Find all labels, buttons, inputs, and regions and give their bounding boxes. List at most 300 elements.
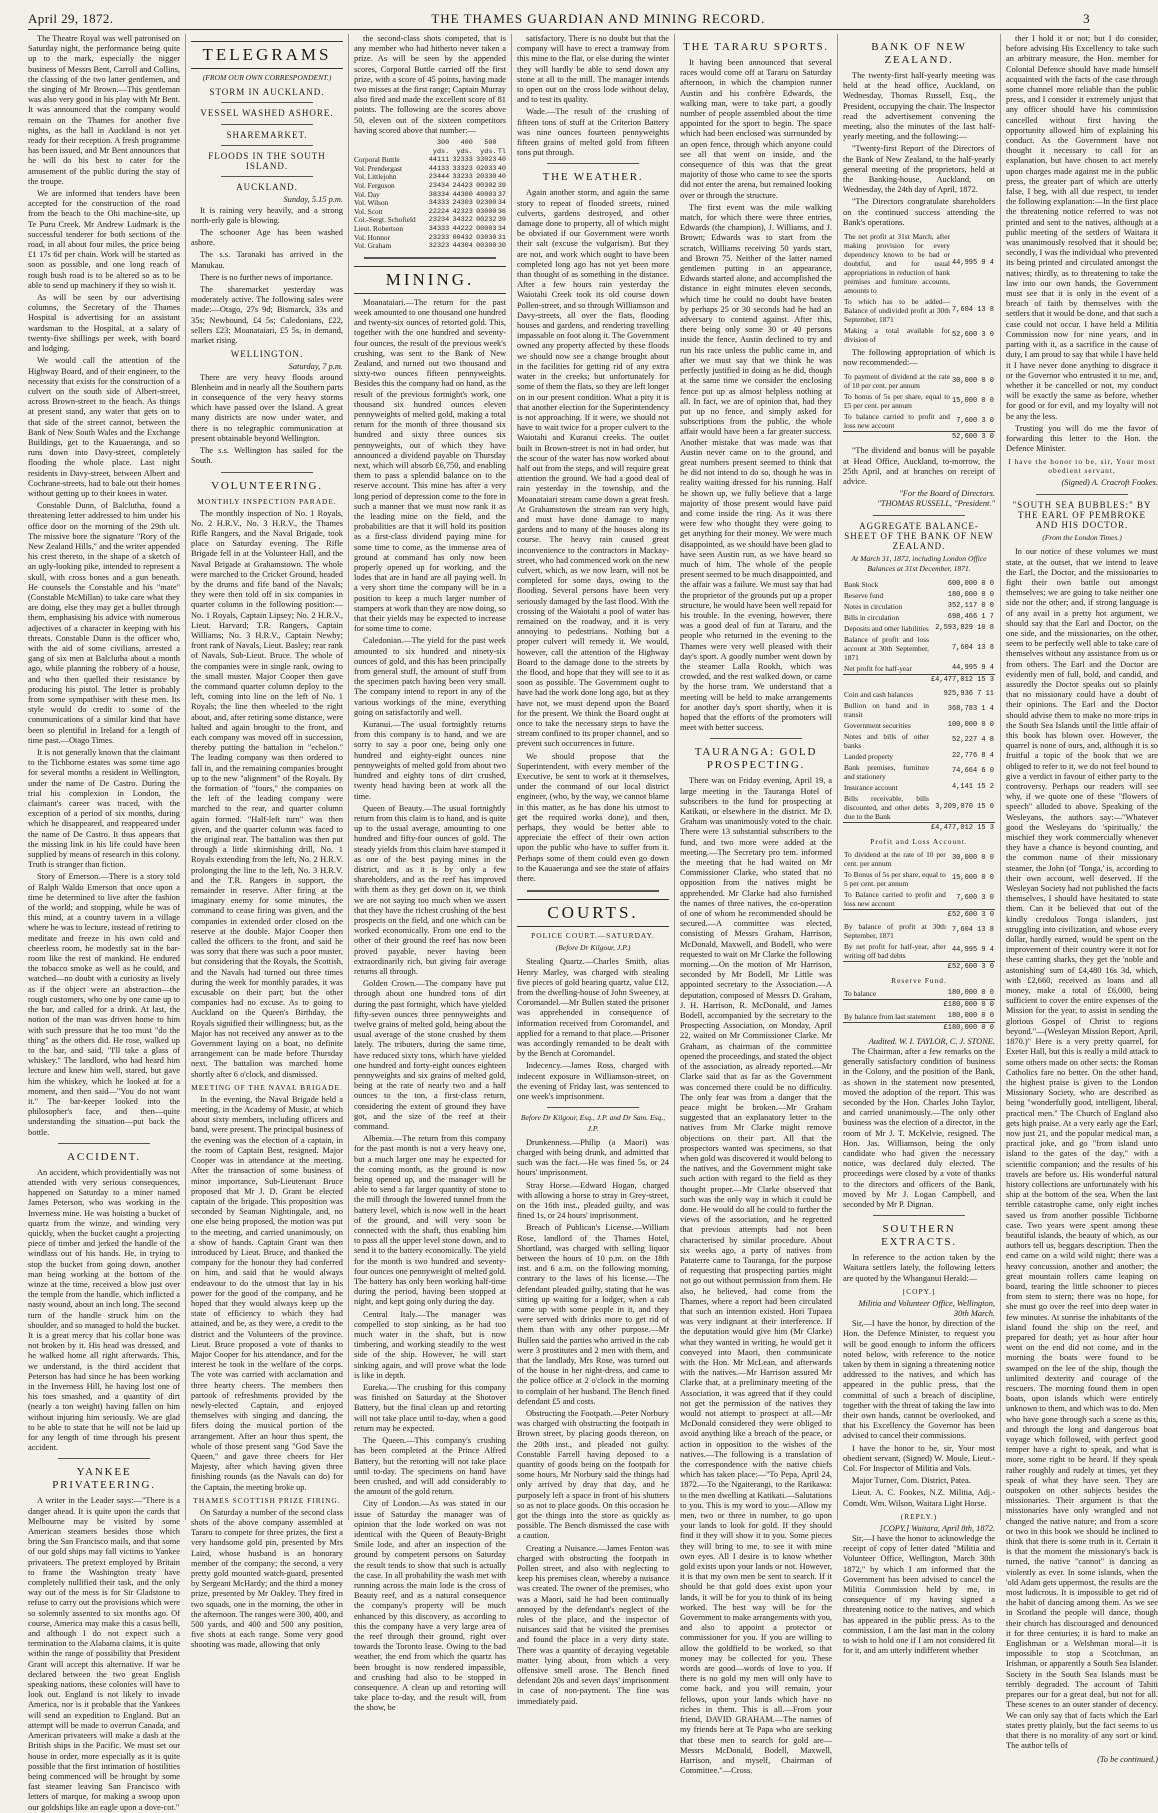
- account-label: Reserve fund: [844, 590, 884, 600]
- divider: [527, 890, 659, 892]
- account-label: To bonus of 5s per share, equal to £5 per cent. per annum: [844, 392, 950, 411]
- score-cell: 34333: [428, 199, 450, 208]
- subheading: (REPLY.): [900, 1511, 938, 1521]
- score-cell: 23444: [428, 173, 450, 182]
- column-5: [680, 34, 838, 1776]
- dateline-auckland: AUCKLAND.: [236, 182, 298, 193]
- account-amount: £4,477,012 15 3: [930, 823, 994, 832]
- signature: (Signed) A. Cracroft Fookes.: [1061, 478, 1158, 488]
- score-cell: 33233: [452, 173, 473, 182]
- column-7: [1006, 34, 1158, 1765]
- account-label: To balance: [844, 988, 877, 998]
- newspaper-title: THE THAMES GUARDIAN AND MINING RECORD.: [431, 11, 766, 26]
- account-amount: 7,604 13 8: [951, 926, 994, 935]
- account-label: By balance of profit at 30th September, 1871: [844, 921, 946, 940]
- article-paragraph: We are informed that tenders have been accepted for the construction of the road from the beach to the Ohi machine-site, up Te Puru Creek. Mr Andrew Ludmark is the successful tenderer for both sections of the road, in all about four miles, the price being £1 17s 6d per chain. Work will be started as soon as possible, and one long reach of rough bush road is to be altered so as to be able to send up machinery if they so wish it.: [28, 189, 180, 290]
- column-2: [191, 34, 349, 1650]
- headline: STORM IN AUCKLAND.: [209, 87, 325, 98]
- divider: [221, 145, 313, 146]
- account-row: [843, 921, 995, 941]
- score-cell: 39: [497, 216, 506, 225]
- account-amount: 7,600 3 0: [956, 416, 994, 425]
- score-cell: 22224: [428, 207, 450, 216]
- account-amount: £52,600 3 0: [947, 910, 994, 919]
- article-paragraph: Obstructing the Footpath.—Peter Norbury was charged with obstructing the footpath in Brown street, by placing goods thereon, on the 20th inst., and pleaded not guilty. Constable Farrell having deposed to a quantity of goods being on the footpath for some hours, Mr Norbury said the things had only arrived by dray that day, and he purposely left a space in front of his shutters so as not to place goods. On this occasion he got the things into the store as quickly as possible. The Bench dismissed the case with a caution.: [517, 1408, 669, 1541]
- account-row: [843, 623, 995, 634]
- score-cell: 23234: [428, 216, 450, 225]
- competitor-name: Vol. Ferguson: [354, 181, 395, 190]
- section-heading-weather: THE WEATHER.: [542, 171, 644, 184]
- account-label: [843, 432, 951, 444]
- competitor-name: [354, 139, 426, 148]
- score-cell: 34: [497, 224, 506, 233]
- account-label: Net profit for half-year: [844, 663, 912, 673]
- page-number: 3: [1083, 11, 1090, 26]
- account-row: [843, 782, 995, 793]
- account-row: [843, 325, 995, 345]
- profit-loss-table: [843, 849, 995, 973]
- article-paragraph: An accident, which providentially was not attended with very serious consequences, happened on Saturday to a miner named James Peterson, who was working in the Inverness mine. He was hoisting a bucket of quartz from the winze, and winding very quickly, when the bucket caught a projecting piece of timber and jerked the handle of the windlass out of his hands. He, in trying to stop the bucket from going down, another man being working at the bottom of the winze at the time, received a blow just over the temple from the handle, which inflicted a nasty wound, about an inch long. The second turn of the handle struck him on the shoulder, and so managed to hold the bucket. It is a great mercy that his collar bone was not broken by it. His head was dressed, and he walked home all right afterwards. This, we understand, is the third accident that Peterson has had since he has been working in the Inverness Hill, he having lost one of his toes smashed, and a quantity of dirt (nearly a ton weight) having fallen on him without injuring him seriously. We are glad to be able to state that he will not be laid up for any length of time through his present accident.: [28, 1167, 180, 1453]
- score-cell: 34: [497, 199, 506, 208]
- article-paragraph: "The Directors congratulate shareholders on the continued success attending the Bank's operations.: [843, 197, 995, 227]
- account-label: Coin and cash balances: [844, 689, 914, 699]
- score-cell: 03030: [476, 233, 497, 242]
- account-row: [843, 590, 995, 601]
- article-paragraph: The following appropriation of which is now recommended:—: [843, 348, 995, 368]
- account-row: [843, 432, 995, 444]
- article-paragraph: It having been announced that several races would come off at Tararu on Saturday afternoon, in which the champion runner Austin and his confrère Edwards, the walking man, were to take part, a goodly number of people assembled about the time appointed for the sport to begin. The space which had been enclosed was surrounded by an open fence, through which anyone could see all that went on inside, and the consequence of this was that the great majority of those who came to see the sports did not enter the arena, but remained looking over or through the structure.: [680, 58, 832, 200]
- article-paragraph: There are very heavy floods around Blenheim and in nearly all the Southern parts in consequence of the very heavy storms which have passed over the Island. A great many districts are now under water, and there is no telegraphic communication at present obtainable beyond Wellington.: [191, 372, 343, 443]
- divider: [58, 1458, 150, 1459]
- score-cell: 24423: [452, 182, 473, 190]
- account-amount: 925,936 7 11: [943, 689, 994, 698]
- account-row: [843, 1011, 995, 1023]
- score-cell: 33323: [452, 164, 473, 173]
- article-paragraph: "The dividend and bonus will be payable at Head Office, Auckland, to-morrow, the 25th April, and at branches on receipt of advice.: [843, 446, 995, 487]
- auditors: Audited. W. I. TAYLOR, C. J. STONE.: [868, 1036, 995, 1046]
- article-paragraph: The s.s. Wellington has sailed for the South.: [191, 446, 343, 466]
- score-cell: 39: [497, 182, 506, 190]
- score-cell: [497, 139, 507, 148]
- score-cell: 36: [497, 207, 506, 216]
- divider: [221, 102, 313, 103]
- article-paragraph: Kuranui.—The usual fortnightly returns from this company is to hand, and we are sorry to say a poor one, being only one hundred and eighty-eight ounces nine pennyweights of melted gold from about two hundred and eighty tons of dirt crushed, twenty head having been at work all the time.: [354, 720, 506, 801]
- account-amount: 3,209,070 15 0: [935, 802, 994, 811]
- telegrams-subheading: (FROM OUR OWN CORRESPONDENT.): [202, 73, 332, 82]
- divider: [221, 472, 313, 473]
- score-cell: 300: [436, 139, 450, 148]
- article-paragraph: ther I hold it or not; but I do consider, before advising His Excellency to take such an arbitrary measure, the Hon. member for Colonial Defence should have made himself acquainted with the facts of the case through some channel more reliable than the public press, and I consider it extremely unjust that any officer should have his commission cancelled without first having the opportunity allowed him of explaining his conduct. As the Government have not thought it necessary to call for an explanation, but have chosen to act merely upon charges made against me in the public press, the greater part of which are utterly false, I beg, with all due respect, to tender the following explanation:—In the first place the threatening notice referred to was not printed and sent to the natives, although at a public meeting of the settlers of Waitara it was unanimously resolved that it should be; secondly, I was the individual who prevented its being printed and circulated amongst the natives; thirdly, as to threatening to take the law into our own hands, the Government must see that it is only in the event of a breach of faith by themselves with the settlers that it would be done, and that such a case could not occur. I have held a Militia Commission now for nine years, and in parting with it, as a sacrifice in the cause of duty, I am proud to say that while I have held it I have never done anything to disgrace it or the Governor who entrusted it to me, and, whether it be cancelled or not, my conduct will be exactly the same as before, whether for good or for evil, and my loyalty will not be any the less.: [1006, 34, 1158, 421]
- account-label: Insurance account: [844, 782, 898, 792]
- continued-note: (To be continued.): [1097, 1755, 1158, 1765]
- account-label: Bank premises, furniture and stationery: [844, 762, 929, 781]
- account-row: [843, 988, 995, 1000]
- account-label: Government securities: [844, 720, 911, 730]
- account-row: [843, 961, 995, 973]
- account-amount: 368,783 1 4: [947, 705, 994, 714]
- account-label: By balance from last statement: [844, 1011, 936, 1021]
- courts-heading: COURTS.: [517, 899, 669, 927]
- account-row: [843, 579, 995, 590]
- section-heading-volunteering: VOLUNTEERING.: [211, 479, 323, 492]
- score-cell: 44304: [452, 242, 473, 251]
- subheading-bench: Before Dr Kilgour, Esq., J.P. and Dr Sam. Esq., J.P.: [520, 1113, 666, 1133]
- account-label: [843, 999, 940, 1011]
- account-amount: 2,593,829 10 8: [935, 623, 994, 632]
- reserve-fund-table: [843, 988, 995, 1034]
- account-amount: 44,995 9 4: [951, 259, 994, 268]
- account-row: [843, 411, 995, 432]
- appropriation-table: [843, 371, 995, 443]
- score-header-row: [354, 139, 506, 148]
- competitor-name: Vol. Day: [354, 189, 380, 199]
- article-paragraph: In reference to the action taken by the Waitara settlers lately, the following letters are quoted by the Whanganui Herald:—: [843, 1253, 995, 1283]
- score-cell: 40003: [476, 190, 497, 199]
- competitor-name: Vol. Wilson: [354, 198, 389, 208]
- section-heading-tararu: THE TARARU SPORTS.: [683, 41, 829, 53]
- account-row: [843, 1022, 995, 1034]
- article-paragraph: Queen of Beauty.—The usual fortnightly return from this claim is to hand, and is quite up to the usual average, amounting to one hundred and fifty-four ounces of gold. The steady yields from this claim have stamped it as one of the best paying mines in the district, and as it is by only a few shareholders, and as the reef has improved with them as they get down on it, we think we are not saying too much when we assert that they have the richest crushing of the best prospects on the field, and one which can be worked economically. From one end to the other of their ground the reef has now been proved payable, never having been extraordinarily rich, but giving fair average returns all through.: [354, 803, 506, 976]
- account-row: [843, 889, 995, 910]
- score-cell: 20330: [476, 173, 497, 182]
- article-paragraph: I have the honor to be, sir, Your most obedient servant, (Signed) W. Moule, Lieut.-Col. For Inspector of Militia and Vols.: [843, 1443, 995, 1473]
- article-paragraph: Moanataiari.—The return for the past week amounted to one thousand one hundred and twenty-six ounces of retorted gold. This, together with the one hundred and seventy-four ounces, the result of the previous week's crushing, was sent to the Bank of New Zealand, and turned out two thousand and sixty-two ounces fifteen pennyweights. Besides this the company had on hand, as the result of the previous fortnight's work, one thousand six hundred ounces eleven pennyweights of melted gold, making a total return for the month of three thousand six hundred and sixty three ounces six pennyweights, out of which they have announced a dividend payable on Thursday next, which will absorb £6,750, and enabling them to pass a splendid balance on to the reserve account. This mine has after a very long period of depression come to the fore in such a manner that we must now rank it as the leading mine on the field, and the probabilities are that it will hold its position as a first-class dividend paying mine for some time to come, as the immense area of ground at command has only now been properly opened up for working, and the lodes that are in hand are all paying well. In a very short time the company will be in a position to keep a much larger number of stampers at work than they are now doing, so that their yields may be expected to increase for some time to come.: [354, 297, 506, 634]
- account-row: [843, 674, 995, 686]
- headline: VESSEL WASHED ASHORE.: [200, 108, 334, 119]
- assets-table: [843, 689, 995, 834]
- article-paragraph: The first event was the mile walking match, for which there were three entries, Edwards (the champion), J. Williams, and J. Brown; Edwards was to start from the scratch, Williams receiving 50 yards start, and Brown 75. Neither of the latter named gentlemen putting in an appearance, Edwards started alone, and accomplished the distance in eight minutes eleven seconds, which time he could no doubt have beaten by perhaps 25 or 30 seconds had he had an adversary to contend against. After this, there being only some 30 or 40 persons inside the fence, Austin declined to try and run his race unless the public came in, and after we must say that we think he was perfectly justified in doing as he did, though at the same time we consider the enclosing fence put up as almost helpless nothing at all. In fact, we are of opinion that, had they put up no fence, and simply asked for subscriptions from the public, the whole affair would have been a far greater success. Another mistake that was made was that Austin never came on to the ground, and great numbers present seemed to think that he did not intend to do so, though he was in reality waiting dressed for his running. Half he shown up, we fully believe that a large majority of those present would have paid and come inside the ring. As it was there were few who thought they were going to get anything for their money. We were much disappointed, as we should have been glad to have seen Austin run, as we have heard so much of him. The whole of the people present seemed to be much disappointed, and the affair was a failure. We must say that had the proprietor of the grounds put up a proper structure, he would have been well repaid for his trouble. In the evening, however, there was a good deal of fun at Tararu, and the people who returned in the evening to the Thames were very well pleased with their day's sport. A goodly number went down by the steamer Lalla Rookh, which was crowded, and the rest walked down, or came by the horse tram. We understand that a meeting will be held to make arrangements for another day's sport shortly, when it is hoped that the efforts of the promoters will meet with better success.: [680, 202, 832, 733]
- account-row: [843, 941, 995, 962]
- account-amount: 52,227 4 8: [951, 736, 994, 745]
- divider: [873, 515, 965, 516]
- account-row: [843, 612, 995, 623]
- account-label: To balance carried to profit and loss new account: [844, 412, 950, 431]
- account-amount: 74,664 6 0: [951, 767, 994, 776]
- account-amount: 7,604 13 8: [951, 643, 994, 652]
- competitor-name: Vol. Honnor: [354, 232, 390, 242]
- signature: "THOMAS RUSSELL, "President.": [877, 499, 995, 509]
- divider: [873, 1215, 965, 1216]
- divider: [58, 1143, 150, 1144]
- column-1: [28, 34, 186, 1812]
- masthead: [28, 6, 1090, 30]
- competitor-name: Col.-Sergt. Schofield: [354, 215, 416, 225]
- headline: FLOODS IN THE SOUTH ISLAND.: [208, 150, 326, 172]
- article-paragraph: Trusting you will do me the favor of forwarding this letter to the Hon. the Defence Minister.: [1006, 423, 1158, 454]
- article-paragraph: It is raining very heavily, and a strong north-erly gale is blowing.: [191, 205, 343, 225]
- account-row: [843, 849, 995, 869]
- competitor-name: Vol. Prendergast: [354, 163, 402, 173]
- article-paragraph: The twenty-first half-yearly meeting was held at the head office, Auckland, on Wednesday, Thomas Russell, Esq., the President, occupying the chair. The Inspector read the advertisement convening the meeting, also the minutes of the last half-yearly meeting, and the following:—: [843, 71, 995, 142]
- account-row: [843, 751, 995, 762]
- subheading: MONTHLY INSPECTION PARADE.: [197, 496, 337, 506]
- column-4: [517, 34, 675, 1706]
- article-paragraph: We should propose that the Superintendent, with every member of the Executive, be sent to work at it themselves, under the command of our local district engineer, (who, by the way, we cannot blame in this matter, as he has done his utmost to get the required works done), and then, perhaps, they would be better able to appreciate the effect of their own action upon the public who have to suffer from it. Perhaps some of them could even go down to the Kauaeranga and see the state of affairs there.: [517, 751, 669, 884]
- account-label: To payment of dividend at the rate of 10 per cent. per annum: [844, 372, 950, 391]
- competitor-name: Lieut. Robertson: [354, 223, 404, 233]
- account-label: Making a total available for division of: [844, 326, 950, 345]
- account-label: To dividend at the rate of 10 per cent. per annum: [844, 849, 946, 868]
- account-row: [843, 700, 995, 720]
- account-row: [843, 762, 995, 782]
- score-cell: 31: [497, 233, 506, 242]
- score-cell: 40: [497, 173, 506, 182]
- article-paragraph: Wade.—The result of the crushing of fifteen tons of stuff at the Criterion Battery was nine ounces fourteen pennyweights fifteen grains of melted gold from fifteen tons put through.: [517, 107, 669, 158]
- account-amount: 44,995 9 4: [951, 946, 994, 955]
- dateline: Militia and Volunteer Office, Wellington, 30th March.: [858, 1298, 995, 1318]
- section-heading-yankee: YANKEE PRIVATEERING.: [52, 1466, 156, 1492]
- score-cell: 00232: [476, 216, 497, 225]
- article-paragraph: A writer in the Leader says:—"There is a danger ahead. It is quite upon the cards that Melbourne may be visited by some American steamers besides those which bring the San Francisco mails, and that some of our gold ships may fall victims to Yankee privateers. The pretext employed by Britain to frame the Washington treaty have completely nullified their task, and the only way out of the mess is for Sir Gladstone to refuse to carry out the provisions which were so solemnly assented to six months ago. Of course, America may make this a casus belli, and although I do not expect such a termination to the Alabama claims, it is quite within the range of possibility that President Grant will accept this alternative. If war be declared between the two great English speaking nations, these colonies will have to look out. England is not likely to invade America, nor is it probable that the Yankees will send an expedition to England. But an attempt will be made to overrun Canada, and American privateers will make a dash at the British ships in the Pacific. We must set our house in order, more especially as it is quite possible that the first intimation of hostilities being commenced will be brought by some fast steamer leaving San Francisco with letters of marque, for making a swoop upon our goldships like an eagle upon a dove-cot.": [28, 1496, 180, 1812]
- article-paragraph: The sharemarket yesterday was moderately active. The following sales were made:—Otago, 27s 9d; Bismarck, 33s and 35s; Newbound, £4 5s; Caledonians, £22, sellers £23; Moanataiari, £5 5s, in demand, market rising.: [191, 285, 343, 346]
- newspaper-columns: [28, 34, 1158, 1812]
- article-paragraph: The Theatre Royal was well patronised on Saturday night, the performance being quite up to the mark, especially the nigger business of Messrs Bent, Carroll and Collins, the classing of the two latter gentlemen, and the singing of Mr Brown.—This gentleman was also very good in his play with Mr Bent. It was announced that the company would remain on the Thames for another five nights, as the hall in Auckland is not yet ready for their reception. A fresh programme has been issued, and Mr Bent announces that he will do his best to cater for the amusement of the public during the stay of the troupe.: [28, 34, 180, 186]
- account-amount: 15,000 0 0: [951, 396, 994, 405]
- account-label: To which has to be added—Balance of undivided profit at 30th September, 1871: [844, 297, 950, 325]
- account-label: Balance of profit and loss account at 30th September, 1871: [844, 634, 929, 662]
- article-paragraph: Major Turner, Com. District, Patea.: [852, 1476, 971, 1486]
- mining-heading: MINING.: [354, 266, 506, 294]
- account-label: To Bonus of 5s per share, equal to 5 per cent. per annum: [844, 869, 946, 888]
- account-amount: 180,000 0 0: [947, 1011, 994, 1020]
- account-amount: 180,000 0 0: [947, 590, 994, 599]
- divider: [221, 176, 313, 177]
- account-row: [843, 601, 995, 612]
- divider: [1036, 494, 1128, 495]
- account-label: Bank Stock: [844, 579, 879, 589]
- competitor-name: Corporal Buttle: [354, 155, 400, 165]
- account-label: By net profit for half-year, after writing off bad debts: [844, 941, 946, 960]
- account-amount: 352,117 0 0: [947, 601, 994, 610]
- score-cell: 02033: [476, 164, 497, 173]
- section-heading-southern: SOUTHERN EXTRACTS.: [881, 1223, 957, 1249]
- article-paragraph: Golden Crown.—The company have put through about one hundred tons of dirt during the past fortnight, which have yielded fifty-seven ounces three pennyweights and twelve grains of melted gold, being about the usual average of the stone crushed by them lately. The tributers, during the same time, have reduced sixty tons, which have yielded one hundred and forty-eight ounces eighteen pennyweights and six grains of melted gold, being at the rate of nearly two and a half ounces to the ton, a first-class return, considering the extent of ground they have got, and the size of the reef at their command.: [354, 979, 506, 1131]
- article-paragraph: The Chairman, after a few remarks on the generally satisfactory condition of business in the Colony, and the position of the Bank, as shown in the statement now presented, moved the adoption of the report. This was seconded by the Hon. Charles John Taylor, and carried unanimously.—The only other business was the election of a director, in the room of Mr J. T. McKelvie, resigned. The Hon. Jas. Williamson, being the only candidate who had given the necessary notice, was declared duly elected. The proceedings were closed by a vote of thanks to the directors and officers of the Bank, moved by Mr J. Logan Campbell, and seconded by Mr P. Dignan.: [843, 1046, 995, 1209]
- competitor-name: Vol. Graham: [354, 241, 392, 251]
- divider: [221, 124, 313, 125]
- score-cell: 33023: [476, 156, 497, 165]
- account-label: [843, 1022, 940, 1034]
- competitor-name: Vol. Scott: [354, 206, 383, 216]
- article-paragraph: Stray Horse.—Edward Hogan, charged with allowing a horse to stray in Grey-street, on the 16th inst., pleaded guilty, and was fined 1s, or 24 hours' imprisonment.: [517, 1180, 669, 1221]
- article-paragraph: satisfactory. There is no doubt but that the company will have to erect a tramway from this mine to the flat, or else during the winter they will hardly be able to send down any stone at all to the mill. The manager intends to open out on the cross lode without delay, and to test its quality.: [517, 34, 669, 105]
- article-paragraph: Sir,—I have the honor, by direction of the Hon. the Defence Minister, to request you will be good enough to inform the officers noted below, with reference to the notice taken by them in signing a threatening notice addressed to the natives, and which has appeared in the public press, that the committal of such a breach of discipline, together with the threat of taking the law into their own hands, cannot be overlooked, and that his Excellency the Governor has been advised to cancel their commissions.: [843, 1319, 995, 1441]
- article-paragraph: Drunkenness.—Philip (a Maori) was charged with being drunk, and admitted that such was the fact.—He was fined 5s, or 24 hours' imprisonment.: [517, 1137, 669, 1178]
- section-heading-accident: ACCIDENT.: [67, 1150, 141, 1163]
- liabilities-table: [843, 579, 995, 686]
- closing: I have the honor to be, sir, Your most obedient servant,: [1008, 457, 1156, 476]
- column-6: [843, 34, 1001, 1656]
- score-cell: 42323: [452, 207, 473, 216]
- article-paragraph: In our notice of these volumes we must state, at the outset, that we intend to leave the Earl, the Doctor, and the missionaries to fight their own battle out amongst themselves; we are going to take neither one side nor the other; and, if strong language is of any avail in a pretty hot argument, we should say that the Earl and Doctor, on the one side, and the missionaries, on the other, seem to be perfectly well able to take care of themselves without any assistance from us or from others. The Earl and the Doctor are evidently men of full, bold, and candid, and assuredly the Doctor speaks out so plainly that no missionary could have a doubt of their opinions. The Earl and the Doctor should advise them to make no more trips in the South Sea Islands until the little affair of this book has blown over. However, the quarrel is none of ours, and, although it is so fruitful a topic of the book that we are obliged to refer to it, we do not feel bound to give a verdict in favour of either party to the controversy. Perhaps our readers will see why, if we quote one of these "flowers of speech" alluded to above. Speaking of the Wesleyans, the authors say:—"Whatever good the Wesleyans do 'spiritually,' the mischief they work commercially whenever they have a chance is beyond counting, and the common name of their missionary steamer, the John (of 'Tonga,' is, according to their own account, well deserved. If the Wesleyan Society had not published the facts themselves, I should have hesitated to state them. Can it be believed that out of the kindly credulous Tonga islanders, just struggling into civilization, and whose every dollar, hardly earned, would be spent on the improvement of their country were it not for these canting sharks, they get the 'noble and astonishing' sum of £4,480 16s 3d, which, with £2,660, received as loans and all money, make a total of £6,000, being sufficient to cover the entire expenses of the Mission for the year, to assist in sending the glorious Gospel of Christ to regions beyond."—(Wesleyan Mission Report, April, 1870.)" Here is a very pretty quarrel, for Exeter Hall, but this is really a mild attack to some others made on other sects: the Roman Catholics fare no better. On the other hand, the highest praise is given to the London Missionary Society, who are described as being "wonderfully good, intelligent, liberal, practical men." The Church of England also gets high praise. At a very early age the Earl, now just 21, and the popular medical man, a practical joke, and go "from island unto island to the gates of the day," with a scientific companion; and the results of his travels are before us. His wonderful natural history collections are unfortunately with his ship at the bottom of the sea. When the last terrible catastrophe came, only eight inches saved us from another possible Tichborne case. Two years were spent among these beautiful islands, the beauty of which, as our authors tell us, beggars description. Then the end came on a wild wild night; there was a heavy concussion, another and another; the great mountain rollers came leaping on board, tearing the little schooner to pieces from stem to stern; there was no hope, for she must go over the reef into deep water in few minutes. At sunrise the inhabitants of the island found the ship on the reef, and prepared for death; yet as hour after hour went on the end did not come, and in the morning the boats were found to be swamped on the lee of the ship, though the unlimited dexterity and courage of the rescuers. The morning found them in open boats, upon islands which were entirely unknown to them, and which was to do. Men who have gone through such a scene as this, and through the long and dangerous boat voyage which followed, with perfect good temper have a right to speak, and what is more, some right to be heard. If they speak rather roughly and rudely at times, yet they speak of what they have seen. They are outspoken on other subjects besides the missionaries. Their argument is that the missionaries have only wrangled and not changed the native nature; and from a score or two in this book we should be inclined to think that there is some truth in it. Certain it is that the moment the missionary's back is turned, the native "cannot" is dancing as violently as ever. In some islands, when the 'old Adam gets uppermost, the results are the most ludicrous. It is impossible to get rid of the habit of dancing among them. As we see in Scotland the people will dance, though their church has discouraged and denounced it for three centuries; it is hard to make an Englishman or a Welshman moral—it is impossible to stop a Scotchman, an Irishman, or apparently a South Sea Islander. Society in the South Sea Islands must be terribly degraded. The account of Tahiti prepares our for a great deal, but not for all. These scenes to an outer stander of decency. We can only say that of facts which the Earl states pretty plainly, but the fact seems to us that there is no morality of any sort or kind. The author tells of: [1006, 547, 1158, 1751]
- account-amount: 698,466 1 7: [947, 612, 994, 621]
- score-cell: 02300: [476, 199, 497, 208]
- account-row: [843, 371, 995, 391]
- article-paragraph: Breach of Publican's License.—William Rose, landlord of the Thames Hotel, Shortland, was charged with selling liquor between the hours of 10 p.m. on the 18th inst. and 6 a.m. on the following morning, contrary to the laws of his license.—The defendant pleaded guilty, stating that he was sitting up waiting for a lodger, when a cab came up with some people in it, and they were served with drinks more to get rid of them than with any other purpose.—Mr Bullen said the parties who arrived in the cab were 3 prostitutes and 2 men with them, and that the landlady, Mrs Rose, was turned out of the house in her night-dress, and came to the police office at 2 o'clock in the morning to complain of her husband. The Bench fined defendant £5 and costs.: [517, 1223, 669, 1406]
- article-paragraph: The monthly inspection of No. 1 Royals, No. 2 H.R.V., No. 3 H.R.V., the Thames Rifle Rangers, and the Naval Brigade, took place on Saturday evening. The Rifle Brigade fell in at the Volunteer Hall, and the Naval Brigade at Grahamstown. The whole were marched to the Cricket Ground, headed by the drums and fife band of the Navals; they were then told off in six companies in quarter column in the following position:—No. 1 Royals, Captain Lipsey; No. 2 H.R.V., Lieut. Harvard; T.R. Rangers, Captain Williams; No. 3 H.R.V., Captain Newby; front rank of Navals, Lieut. Basley; rear rank of Navals, Sub-Lieut. Bruce. The whole of the companies were in single rank, owing to the small muster. Major Cooper then gave the command quarter column deploy to the left, coming into line on the left of No. 1 Royals; the line then wheeled to the right about, and, after retiring some distance, were halted and again brought to the front, and each company was moved off in succession, thereby putting the battalion in "echelon." The leading company was then ordered to fall in, and the remaining companies brought up to the new "alignment" of the Royals. By the formation of "fours," the companies on the left of the leading company were marched to the rear, and quarter column again formed. "Half-left turn" was then given, and the quarter column was faced to the original rear. The battalion was then put through a little skirmishing drill, No. 1 Royals extending from the left, No. 2 H.R.V. prolonging the line to the left, No. 3 H.R.V. and the T.R. Rangers in support, the remainder in reserve. After firing at the imaginary enemy for some minutes, the command to cease firing was given, and the companies in extended order closed on the reserve at the double. Major Cooper then called the officers to the front, and said he was sorry that there was such a poor muster, but considering that the Royals, the Scottish, and the Navals had turned out three times during the week for monthly parades, it was excusable on their part; but the other companies had no excuse. As to going to Auckland on the Queen's Birthday, the Royals signified their willingness; but, as the Major has not received any answer as to the Government laying on a boat, no definite arrangement can be made before Thursday next. The battalion was marched home shortly after 6 o'clock, and dismissed.: [191, 508, 343, 1079]
- account-amount: £52,600 3 0: [947, 962, 994, 971]
- account-label: [843, 909, 947, 921]
- section-heading-aggregate: AGGREGATE BALANCE-SHEET OF THE BANK OF NEW ZEALAND.: [844, 520, 994, 552]
- account-row: [843, 634, 995, 663]
- competitor-name: Vol. Littlejohn: [354, 172, 397, 182]
- account-amount: 100,000 0 0: [947, 720, 994, 729]
- divider: [547, 1107, 639, 1108]
- subheading: MEETING OF THE NAVAL BRIGADE.: [191, 1082, 343, 1092]
- score-row: [354, 242, 506, 251]
- subheading: POLICE COURT.—SATURDAY.: [531, 931, 655, 941]
- article-paragraph: Caledonian.—The yield for the past week amounted to six hundred and ninety-six ounces of gold, and this has been principally from general stuff, the amount of stuff from the specimen patch having been very small. The company intend to report in any of the various workings of the mine, everything going on satisfactorily and well.: [354, 636, 506, 717]
- score-cell: 23434: [428, 182, 450, 190]
- account-label: Deposits and other liabilities: [844, 623, 929, 633]
- score-cell: yds.: [456, 147, 473, 156]
- article-paragraph: Story of Emerson.—There is a story told of Ralph Waldo Emerson that once upon a time he determined to live after the fashion of the world; and stopping, while he was of this mind, at a country tavern in a village where he was to lecture, instead of retiring to meditate and freeze in his own cold and cheerless room, he modestly sat in the bar-room like the rest of mankind. He endured the tobacco smoke as well as he could, and watched—no doubt with a curiosity as lively as if the object were an abstraction—the rough customers, who one by one came up to the bar, and called for a drink. At last, the notion of the man was driven home to him with such pressure that he too must "do the thing" as the others did. He rose, walked up to the bar, and said, "I'll take a glass of whiskey." The landlord, who had heard him lecture and knew him well, stared, but gave him the whiskey, which he looked at for a moment, and then said—"You do not want it." The bar-keeper looked into the philosopher's face, and then—quite understanding the situation—put back the bottle.: [28, 872, 180, 1137]
- divider: [547, 163, 639, 164]
- score-cell: 23233: [428, 233, 450, 242]
- account-row: [843, 869, 995, 889]
- article-paragraph: In the evening, the Naval Brigade held a meeting, in the Academy of Music, at which about sixty members, including officers and band, were present. The principal business of the evening was the election of a captain, in the room of Captain Best, resigned. Major Cooper was in attendance at the meeting. After the transaction of some business of minor importance, Sub-Lieutenant Bruce proposed that Mr J. D. Grant be elected captain of the brigade. This proposition was seconded by Seaman Nightingale, and, no one else being proposed, the motion was put to the meeting, and carried unanimously, on a show of hands. Captain Grant was then introduced by Lieut. Bruce, and thanked the company for the honour they had conferred on him, and said that he would always endeavour to do the utmost that lay in his power for the good of the company, and he hoped that they would always keep up the state of efficiency to which they had attained, and be, as they were, a credit to the district and the Volunteers of the province. Lieut. Bruce proposed a vote of thanks to Major Cooper for his attendance, and for the interest he took in the welfare of the corps. The vote was carried with acclamation and three hearty cheers. The members then partook of refreshments provided by the newly-elected Captain, and enjoyed themselves with singing and dancing, the fifers doing the musical portion of the arrangement. After an hour thus spent, the whole of those present sang "God Save the Queen," and gave three cheers for Her Majesty, after which having given three finishing rounds (as the Navals can do) for the Captain, the meeting broke up.: [191, 1094, 343, 1492]
- score-cell: 00300: [476, 242, 497, 251]
- score-cell: yds.: [432, 147, 450, 156]
- score-cell: 40: [497, 156, 506, 165]
- score-cell: 03000: [476, 207, 497, 216]
- account-amount: 44,995 9 4: [951, 663, 994, 672]
- article-paragraph: Stealing Quartz.—Charles Smith, alias Henry Marley, was charged with stealing five pieces of gold bearing quartz, value £12, from the dwelling-house of John Sweeney, at Coromandel.—Mr Bullen stated the prisoner was apprehended in consequence of information received from Coromandel, and applied for a remand to that place.—Prisoner was accordingly remanded to be dealt with by the Bench at Coromandel.: [517, 957, 669, 1059]
- account-row: [843, 822, 995, 834]
- column-3: [354, 34, 512, 1713]
- score-cell: 44111: [428, 156, 450, 165]
- article-paragraph: The Queen.—This company's crushing has been completed at the Prince Alfred Battery, but the retorting will not take place until to-day. The specimens on hand have been crushed, and will add considerably to the amount of the gold return.: [354, 1436, 506, 1497]
- dateline: [COPY.] Waitara, April 8th, 1872.: [879, 1523, 995, 1533]
- score-cell: 00302: [476, 182, 497, 190]
- account-amount: 22,776 8 4: [951, 751, 994, 760]
- account-label: [843, 822, 930, 834]
- score-cell: 500: [484, 139, 497, 148]
- divider: [710, 738, 802, 739]
- account-label: To Balance carried to profit and loss new account: [844, 889, 946, 908]
- account-amount: £180,000 0 0: [940, 1022, 995, 1034]
- account-row: [843, 391, 995, 411]
- score-cell: 44222: [452, 224, 473, 233]
- section-heading-tauranga: TAURANGA: GOLD PROSPECTING.: [694, 746, 818, 772]
- subheading: Reserve Fund.: [891, 975, 947, 985]
- account-row: [843, 663, 995, 675]
- subheading-bench: (Before Dr Kilgour, J.P.): [555, 943, 631, 953]
- account-amount: 7,600 3 0: [956, 894, 994, 903]
- article-paragraph: The schooner Age has been washed ashore.: [191, 228, 343, 248]
- section-heading-bubbles: "SOUTH SEA BUBBLES:" BY THE EARL OF PEMBROKE AND HIS DOCTOR.: [1012, 499, 1152, 530]
- profit-table: [843, 231, 995, 345]
- article-paragraph: As will be seen by our advertising columns, the Secretary of the Thames Hospital is advertising for an assistant wardsman to the Hospital, at a salary of twenty-five shillings per week, with board and lodging.: [28, 293, 180, 354]
- subheading: (From the London Times.): [1042, 533, 1122, 543]
- score-cell: 37: [497, 190, 506, 199]
- account-row: [843, 909, 995, 921]
- article-paragraph: City of London.—As was stated in our issue of Saturday the manager was of opinion that the lode worked on was not identical with the Queen of Beauty-Bright Smile lode, and after an inspection of the ground by competent persons on Saturday the result tends to show that such is actually the case. In all probability the wash met with running across the main lode is the cross of Beauty reef, and as a natural consequence the company's property will be much enhanced by this discovery, as according to this the company have a very large area of the reef through their ground, right over towards the Toronto lease. Owing to the bad weather, the end from which the quartz has been brought is now rendered impassible, and crushing had also to be stopped in consequence. A clean up and retorting will take place to-day, and the result will, from the show, be: [354, 1499, 506, 1713]
- article-paragraph: Central Italy.—The manager was compelled to stop sinking, as he had too much water in the shaft, but is now timbering, and working steadily to the west side of the ship. However, he will start sinking again, and will prove what the lode is like in depth.: [354, 1309, 506, 1380]
- account-amount: £4,477,012 15 3: [930, 675, 994, 684]
- article-paragraph: Indecency.—James Ross, charged with indecent exposure in Williamson-street, on the evening of Friday last, was sentenced to one week's imprisonment.: [517, 1061, 669, 1102]
- account-label: Bills in circulation: [844, 612, 900, 622]
- account-amount: £180,000 0 0: [940, 999, 995, 1011]
- account-row: [843, 296, 995, 325]
- article-paragraph: We would call the attention of the Highway Board, and of their engineer, to the necessity that exists for the construction of a culvert on the south side of Albert-street, across Brown-street to the beach. As things at present stand, any water that gets on to that side of the street cannot, between the Bank of New South Wales and the Exchange Buildings, get to the Kauaeranga, and so runs down into Davy-street, completely flooding the whole place. Last night residents in Davy-street, between Albert and Cochrane-streets, had to bale out their homes without getting up to their knees in water.: [28, 356, 180, 498]
- article-paragraph: Again another storm, and again the same story to repeat of flooded streets, ruined culverts, gardens destroyed, and other damage done to property, all of which might be obviated if our Government were worth their salt (excuse the vulgarism). But they are not, and work which ought to have been completed long ago has not yet been more than thought of as something in the distance. After a few hours rain yesterday the Waiotahi Creek took its old course down Pollen-street, and so through Williamson and Davy-streets, all over the flats, flooding houses and gardens, and rendering travelling impassable on foot along it. The Government owned any property affected by these floods we should now see a change brought about in the facilities for getting rid of any extra water in the creeks; but unfortunately for some of them the flats, so they are left longer on in our present condition. What a pity it is that another election for the Superintendency is not approaching. If it were, we should not have to wait twice for a proper culvert to the Waiotahi and Kuranui creeks. The outlet built in Brown-street is not in bad order, but the scour of the water has now worked about half out from the steps, and will require great attention the ground. We had a good deal of rain yesterday in the township, and the Moanataiari stream came down a great fresh. At Grahamstown the stream ran very high, and must have done damage to many gardens and to many of the houses along its course. The heavy rain caused great inconvenience to the contractors in Mackay-street, who had commenced work on the new culvert, which, as we now learn, will not be completed for some days, owing to the flooding. Several persons have been very seriously damaged by the last flood. With the crossing of the Waiotahi a pool of water has remained on the roadway, and it is very annoying to pedestrians. Nothing but a proper culvert will remedy it. We would, however, call the attention of the Highway Board to the damage done to the streets by the flood, and hope that they will see to it as soon as possible. The Government ought to have had the work done long ago, but as they have not, we must depend upon the Board for the present. We think the Board ought at once to take the necessary steps to have the stream confined to its proper channel, and so prevent such occurrences in future.: [517, 188, 669, 749]
- score-cell: Tl: [497, 147, 506, 156]
- account-row: [843, 720, 995, 731]
- account-row: [843, 793, 995, 823]
- score-cell: 00432: [452, 233, 473, 242]
- article-paragraph: On Saturday a number of the second class shots of the above company assembled at Tararu to compete for three prizes, the first a very handsome gold pin, presented by Mrs Laird, whose husband is an honorary member of the company; the second, a very pretty gold mounted watch-guard, presented by Sergeant McHardy; and the third a money prize, presented by Mr Oakley. They fired in two squads, one in the morning, the other in the afternoon. The ranges were 300, 400, and 500 yards, and 400 and 500 any position, five shots at each range. Some very good shooting was made, allowing that only: [191, 1507, 343, 1650]
- account-amount: 600,000 0 0: [947, 579, 994, 588]
- account-amount: 52,600 3 0: [951, 433, 994, 442]
- account-amount: 180,000 0 0: [947, 988, 994, 997]
- account-amount: 52,600 3 0: [951, 330, 994, 339]
- score-cell: 34322: [452, 216, 473, 225]
- subheading: [COPY.]: [902, 1286, 936, 1296]
- account-row: [843, 231, 995, 296]
- score-cell: 400: [460, 139, 473, 148]
- account-label: Notes and bills of other banks: [844, 731, 929, 750]
- score-cell: 32333: [452, 156, 473, 165]
- article-paragraph: "Twenty-first Report of the Directors of the Bank of New Zealand, to the half-yearly general meeting of the proprietors, held at the Banking-house, Auckland, on Wednesday, the 24th day of April, 1872.: [843, 144, 995, 195]
- article-paragraph: Albemia.—The return from this company for the past month is not a very heavy one, but a much larger one may be expected for the coming month, as the ground is now being opened up, and the manager will be able to send a far larger quantity of stone to the mill through the lowered tunnel from the battery level, which is now well in the heart of the ground, and will very soon be connected with the shaft, thus enabling him to pass all the upper level stone down, and to send it to the battery economically. The yield for the month is two hundred and seventy-four ounces one pennyweight of melted gold. The battery has only been working half-time during the period, having been stopped at night, and kept going only during the day.: [354, 1134, 506, 1307]
- account-label: [843, 961, 947, 973]
- subheading: THAMES SCOTTISH PRIZE FIRING.: [193, 1495, 341, 1505]
- account-label: Notes in circulation: [844, 601, 903, 611]
- article-paragraph: Constable Dunn, of Balclutha, found a threatening letter addressed to him under his office door on the morning of the 29th ult. The missive bore the signature "Rory of the New Zealand Hills," and the writer appended his crest thereto, in the shape of a sketch of an ugly-looking pike, intended to represent a skull, with cross bones and a gun beneath. He counsels the Constable and his "mate" (Constable McMillan) to take care what they are doing, else they may get a bullet through them, emphasising his advice with numerous adjectives of a character in keeping with his threats. Constable Dunn is the officer who, with the aid of some civilians, arrested a gang of six men at Balclutha about a month ago, while planning the robbery of a house, and who then quelled their resistance by producing his pistol. The letter is probably from some sympathiser with these men. Its style would do credit to some of the communications of a similar kind that have been so plentiful in Ireland for a length of time past.—Otago Times.: [28, 501, 180, 745]
- divider: [364, 257, 496, 259]
- article-paragraph: Eureka.—The crushing for this company was finished on Saturday at the Shotover Battery, but the final clean up and retorting will not take place until to-day, when a good return may be expected.: [354, 1383, 506, 1433]
- account-amount: 30,000 0 0: [951, 376, 994, 385]
- account-amount: 30,000 0 0: [951, 854, 994, 863]
- account-label: Bullion on hand and in transit: [844, 700, 929, 719]
- score-cell: 38334: [428, 190, 450, 199]
- article-paragraph: It is not generally known that the claimant to the Tichborne estates was some time ago for several months a resident in Wellington, under the name of De Castro. During the trial his complexion in London, the claimant's career was traced, with the exception of a period of six months, during which he disappeared, and reappeared under the name of De Castro. It thus appears that the missing link in his life could have been supplied by means of research in this colony. Truth is stranger than fiction.: [28, 748, 180, 870]
- score-cell: 44133: [428, 164, 450, 173]
- signature: "For the Board of Directors.: [899, 489, 995, 499]
- account-row: [843, 731, 995, 751]
- account-label: The net profit at 31st March, after making provision for every dependency known to be bad or doubtful, and for usual appropriations in reduction of bank premises and furniture accounts, amounts to: [844, 232, 950, 296]
- issue-date: April 29, 1872.: [28, 11, 114, 26]
- account-label: Bills receivable, bills discounted, and other debts due to the Bank: [844, 793, 929, 821]
- score-cell: 34333: [428, 224, 450, 233]
- score-cell: 24303: [452, 199, 473, 208]
- account-label: Landed property: [844, 751, 894, 761]
- account-row: [843, 999, 995, 1011]
- subheading: At March 31, 1872, including London Office Balances at 31st December, 1871.: [851, 554, 987, 574]
- dateline-wellington: WELLINGTON.: [230, 349, 304, 360]
- article-paragraph: Creating a Nuisance.—James Fenton was charged with obstructing the footpath in Pollen street, and also with neglecting to keep his premises clean, whereby a nuisance was created. The owner of the premises, who was a Maori, said he had been continually annoyed by the defendant's neglect of the rules of the place, and the inspector of nuisances said that he visited the premises and found the place in a very dirty state. There was a quantity of decaying vegetable matter lying about, from which a very offensive smell arose. The Bench fined defendant 20s and seven days' imprisonment in case of non-payment. The fine was immediately paid.: [517, 1543, 669, 1706]
- score-cell: yds.: [480, 147, 497, 156]
- headline: SHAREMARKET.: [226, 129, 308, 140]
- score-cell: 30: [497, 242, 506, 251]
- dateline-time: Sunday, 5.15 p.m.: [283, 195, 343, 205]
- article-paragraph: the second-class shots competed, that is any member who had hitherto never taken a prize. As will be seen by the appended scores, Corporal Buttle carried off the first prize, with a score of 45 points, having made two misses at the first range; Captain Murray also fired and made the excellent score of 81 points. The following are the scores above 50, eleven out of the sixteen competitors having scored above that number:—: [354, 34, 506, 135]
- article-paragraph: Lieut. A. C. Fookes, N.Z. Militia, Adj.-Comdt. Wm. Wilson, Waitara Light Horse.: [843, 1488, 995, 1508]
- account-row: [843, 689, 995, 700]
- account-amount: 15,000 0 0: [951, 874, 994, 883]
- account-amount: 7,604 13 8: [951, 306, 994, 315]
- article-paragraph: Sir,—I have the honor to acknowledge the receipt of copy of letter dated "Militia and Volunteer Office, Wellington, March 30th 1872," by which I am informed that the Government has been advised to cancel the Militia Commission held by me, in consequence of my having signed a threatening notice to the natives, and which has appeared in the public press. As to the commission, I am the last man in the colony to wish to hold one if I am not considered fit for it, and am utterly indifferent whether: [843, 1534, 995, 1656]
- telegrams-heading: TELEGRAMS: [191, 41, 343, 69]
- subheading: Profit and Loss Account.: [870, 836, 968, 846]
- dateline-time: Saturday, 7 p.m.: [288, 362, 343, 372]
- section-heading-bank: BANK OF NEW ZEALAND.: [871, 41, 967, 66]
- score-cell: 32323: [428, 242, 450, 251]
- article-paragraph: The s.s. Taranaki has arrived in the Manukau.: [191, 250, 343, 270]
- account-amount: 4,141 15 2: [951, 782, 994, 791]
- article-paragraph: There was on Friday evening, April 19, a large meeting in the Tauranga Hotel of subscribers to the fund for prospecting at Katikati, or elsewhere in the district. Mr D. Graham was unanimously voted to the chair. There were 13 substantial subscribers to the fund, and two more were added at the meeting.—The Secretary pro tem. informed the meeting that he had waited on Mr Commissioner Clarke, who stated that no opposition from the natives might be apprehended. Mr Clarke had also furnished the names of three natives, the co-operation of one of whom he recommended should be secured.—A committee was elected, consisting of Messrs Graham, Harrison, McDonald, Maxwell, and Bodell, who were requested to wait on Mr Clarke the following morning.—On the motion of Mr Harrison, seconded by Mr Bodell, Mr Little was appointed secretary to the Association.—A deputation, composed of Messrs D. Graham, J. H. Harrison, R. McDonald, and James Bodell, accompanied by the secretary to the Prospecting Association, on Monday, April 22, waited on Mr Commissioner Clarke. Mr Graham, as chairman of the committee opened the proceedings, and stated the object of the association, as already reported.—Mr Clarke said that as far as the Government was concerned there could be no difficulty. The only fear was from a danger that the peace might be broken.—Mr Graham suggested that an explanatory letter to the natives from Mr Clarke might remove objections on their part. All that the prospectors wanted was specimens, so that when gold was discovered it would belong to the natives, and the Government might take such action with regard to the field as they thought proper.—Mr Clarke observed that such was the only way in which it could be done. He would do all he could to further the views of the association, and he regretted that previous attempts had not been characterised by similar procedure. About six weeks ago, a party of natives from Pataterre came to Tauranga, for the purpose of requesting that prospecting parties might not go out without permission from them. He also, he believed, had come from the Thames, where a report had been circulated that such an intention existed. Hori Tupaea was very indignant at their interference. If the deputation would give him (Mr Clarke) what they wanted in writing, he would get it conveyed into Maori, then communicate with the Hon. Mr McLean, and afterwards with the natives.—Mr Harrison assured Mr Clarke that, at a preliminary meeting of the Association, it was agreed that if they could not get the permission of the natives they would not attempt to prospect at all.—Mr McDonald considered they were obliged to avoid anything like a breach of the peace, or action in opposition to the wishes of the natives.—The following is a translation of the correspondence with the native chiefs which has taken place:—"To Pepa, April 24, 1872.—To the Ngaiterangi, to the Rarikawa: to the men dwelling at Katikati.—Salutations to you. This is my word to you:—Allow my men, two or three in number, to go upon your lands to look for gold. If they should find it they will show it to you. Some pieces they will bring to me, to see it with mine own eyes. All I desire is to know whether gold exists upon your lands or not. However, it is that my own men be sent to search. If it should be that gold does exist upon your lands, it will be for you to think of its being worked. The best way will be for the Government to make arrangements with you, and also to appoint a protector or commissioner for you. If you are willing to allow the goldfield to be worked, so that money may be collected for you. These words are good—words of love to you. If there is no gold my men will only have to come back, and you will remain, your fellows, upon your lands which have no riches in them. This is all.—From your friend, DAVID GRAHAM.—The names of my friends here at Te Papa who are seeking that these men to search for gold are—Messrs McDonald, Bodell, Maxwell, Harrison, and myself, Chairman of Committee."—Cross.: [680, 776, 832, 1776]
